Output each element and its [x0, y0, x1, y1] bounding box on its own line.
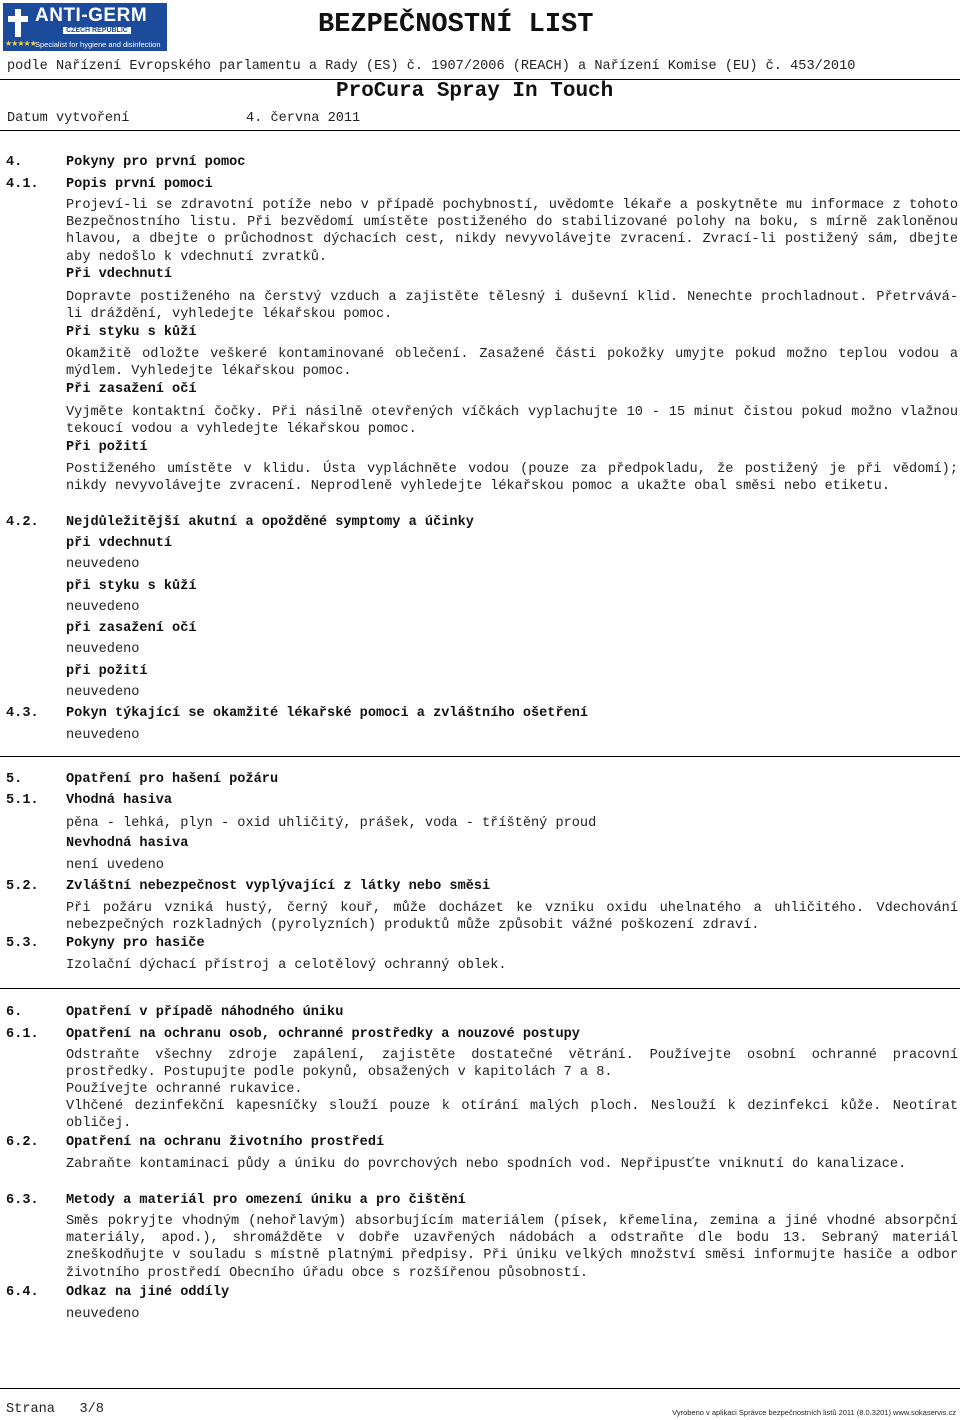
page-label: Strana [6, 1402, 55, 1417]
subsection-title: Metody a materiál pro omezení úniku a pro čištění [66, 1193, 466, 1208]
subheading: při požití [66, 664, 148, 679]
subsection-title: Zvláštní nebezpečnost vyplývající z látky nebo směsi [66, 879, 491, 894]
product-name: ProCura Spray In Touch [336, 80, 614, 103]
subsection-title: Opatření na ochranu osob, ochranné prostředky a nouzové postupy [66, 1027, 580, 1042]
subheading: při vdechnutí [66, 536, 173, 551]
paragraph: Při požáru vzniká hustý, černý kouř, může docházet ke vzniku oxidu uhelnatého a uhličitého. Vdechování nebezpečných rozkladných (pyrolyzních) produktů může způsobit vážné poškození zdraví. [66, 901, 958, 934]
paragraph: Okamžitě odložte veškeré kontaminované oblečení. Zasažené části pokožky umyjte pokud možno teplou vodou a mýdlem. Vyhledejte lékařskou pomoc. [66, 347, 958, 380]
generator-note: Vyrobeno v aplikaci Správce bezpečnostních listů 2011 (8.0.3201) www.sokaservis.cz [672, 1408, 956, 1417]
page-indicator [6, 1402, 104, 1417]
subsection-number: 4.2. [6, 515, 39, 530]
subheading: při styku s kůží [66, 579, 197, 594]
subheading: Nevhodná hasiva [66, 836, 189, 851]
value-text: neuvedeno [66, 642, 140, 657]
logo-tagline: Specialist for hygiene and disinfection [35, 40, 161, 49]
document-title: BEZPEČNOSTNÍ LIST [318, 10, 594, 40]
subheading: při zasažení očí [66, 621, 197, 636]
subsection-number: 4.1. [6, 177, 39, 192]
subsection-number: 4.3. [6, 706, 39, 721]
section-title: Opatření pro hašení požáru [66, 772, 279, 787]
paragraph: Vlhčené dezinfekční kapesníčky slouží pouze k otírání malých ploch. Neslouží k dezinfekci kůže. Neotírat obličej. [66, 1099, 958, 1132]
logo-name: ANTI-GERM [35, 5, 148, 26]
subsection-number: 6.2. [6, 1135, 39, 1150]
header-divider [0, 79, 960, 80]
subsection-number: 5.2. [6, 879, 39, 894]
value-text: neuvedeno [66, 728, 140, 743]
value-text: neuvedeno [66, 600, 140, 615]
date-value: 4. června 2011 [246, 111, 361, 126]
subsection-title: Popis první pomoci [66, 177, 213, 192]
paragraph: Zabraňte kontaminaci půdy a úniku do povrchových nebo spodních vod. Nepřipusťte vniknutí do kanalizace. [66, 1157, 907, 1172]
footer-divider [0, 1388, 960, 1389]
page-number: 3/8 [79, 1402, 104, 1417]
value-text: není uvedeno [66, 858, 164, 873]
section-divider [0, 988, 960, 989]
subheading: Při zasažení očí [66, 382, 197, 397]
subheading: Při požití [66, 440, 148, 455]
value-text: Izolační dýchací přístroj a celotělový ochranný oblek. [66, 958, 507, 973]
subsection-number: 6.4. [6, 1285, 39, 1300]
value-text: neuvedeno [66, 1307, 140, 1322]
subsection-number: 6.3. [6, 1193, 39, 1208]
header-divider [0, 130, 960, 131]
section-divider [0, 756, 960, 757]
section-number: 6. [6, 1005, 23, 1020]
subsection-number: 5.3. [6, 936, 39, 951]
subsection-number: 5.1. [6, 793, 39, 808]
subsection-title: Opatření na ochranu životního prostředí [66, 1135, 385, 1150]
value-text: pěna - lehká, plyn - oxid uhličitý, prášek, voda - tříštěný proud [66, 816, 597, 831]
section-number: 4. [6, 155, 23, 170]
paragraph: Používejte ochranné rukavice. [66, 1082, 303, 1097]
value-text: neuvedeno [66, 557, 140, 572]
section-title: Pokyny pro první pomoc [66, 155, 246, 170]
paragraph: Směs pokryjte vhodným (nehořlavým) absorbujícím materiálem (písek, křemelina, zemina a jiné vhodné absorpční materiály, apod.), shromážděte v dobře uzavřených nádobách a odstraňte dle bodu 13. Sebraný materiál zneškodňujte v souladu s místně platnými předpisy. Při úniku velkých množství směsi informujte hasiče a odbor životního prostředí Obecního úřadu obce s rozšířenou působností. [66, 1214, 958, 1281]
paragraph: Dopravte postiženého na čerstvý vzduch a zajistěte tělesný i duševní klid. Nenechte prochladnout. Přetrvává-li dráždění, vyhledejte lékařskou pomoc. [66, 290, 958, 323]
subsection-number: 6.1. [6, 1027, 39, 1042]
date-label: Datum vytvoření [7, 111, 130, 126]
subheading: Při styku s kůží [66, 325, 197, 340]
paragraph: Postiženého umístěte v klidu. Ústa vypláchněte vodou (pouze za předpokladu, že postižený je při vědomí); nikdy nevyvolávejte zvracení. Neprodleně vyhledejte lékařskou pomoc a ukažte obal směsi nebo etiketu. [66, 462, 958, 495]
value-text: neuvedeno [66, 685, 140, 700]
subsection-title: Vhodná hasiva [66, 793, 173, 808]
section-title: Opatření v případě náhodného úniku [66, 1005, 344, 1020]
section-number: 5. [6, 772, 23, 787]
regulation-line: podle Nařízení Evropského parlamentu a Rady (ES) č. 1907/2006 (REACH) a Nařízení Komise (EU) č. 453/2010 [7, 59, 856, 74]
paragraph: Vyjměte kontaktní čočky. Při násilně otevřených víčkách vyplachujte 10 - 15 minut čistou pokud možno vlažnou tekoucí vodou a vyhledejte lékařskou pomoc. [66, 405, 958, 438]
subsection-title: Pokyny pro hasiče [66, 936, 205, 951]
flag-icon: ★★★★★ [3, 3, 33, 51]
subheading: Při vdechnutí [66, 267, 173, 282]
logo-country: CZECH REPUBLIC [63, 27, 131, 34]
subsection-title: Odkaz na jiné oddíly [66, 1285, 230, 1300]
subsection-title: Pokyn týkající se okamžité lékařské pomoci a zvláštního ošetření [66, 706, 589, 721]
company-logo [3, 3, 167, 51]
paragraph: Projeví-li se zdravotní potíže nebo v případě pochybností, uvědomte lékaře a poskytněte mu informace z tohoto Bezpečnostního listu. Při bezvědomí umístěte postiženého do stabilizované polohy na boku, s mírně zakloněnou hlavou, a dbejte o průchodnost dýchacích cest, nikdy nevyvolávejte zvracení. Zvrací-li postižený sám, dbejte aby nedošlo k vdechnutí zvratků. [66, 198, 958, 265]
paragraph: Odstraňte všechny zdroje zapálení, zajistěte dostatečné větrání. Používejte osobní ochranné pracovní prostředky. Postupujte podle pokynů, obsažených v kapitolách 7 a 8. [66, 1048, 958, 1081]
subsection-title: Nejdůležitější akutní a opožděné symptomy a účinky [66, 515, 474, 530]
